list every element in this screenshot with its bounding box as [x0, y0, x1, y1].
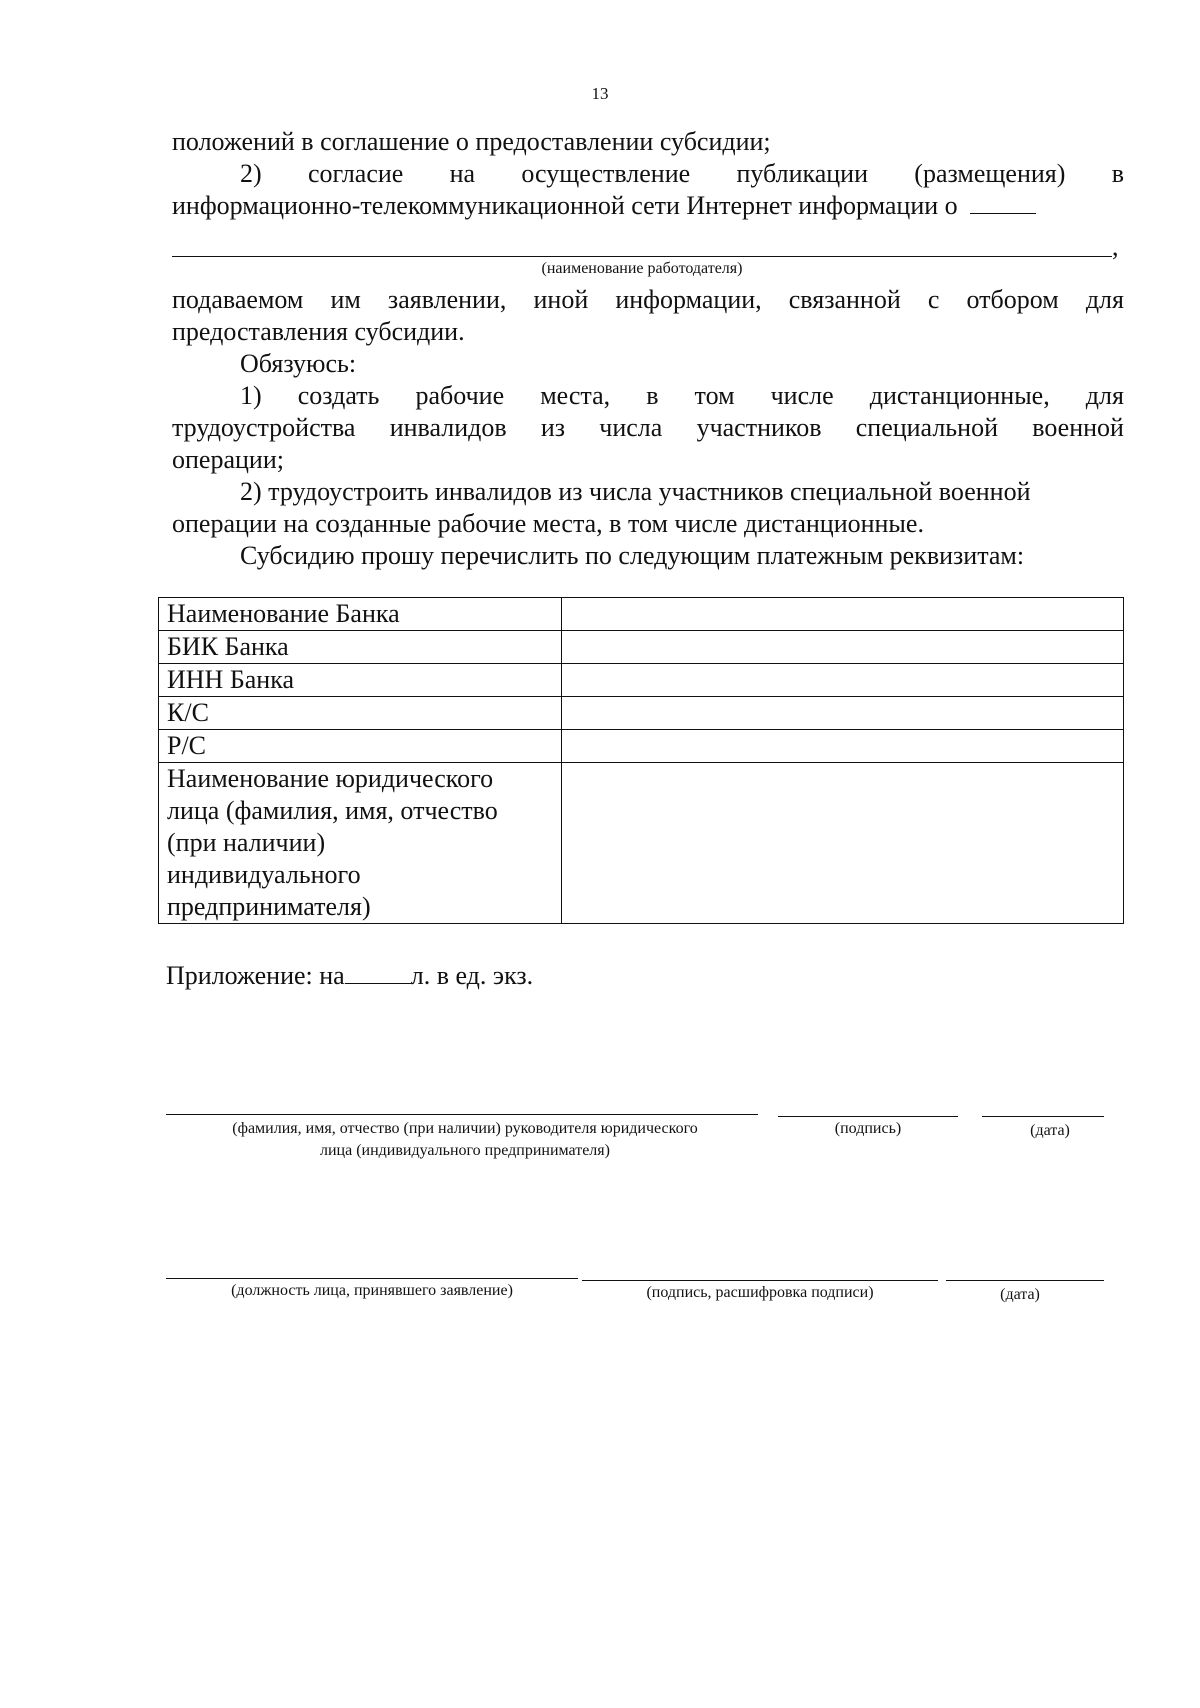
word: 1): [240, 381, 262, 410]
label-line: Наименование юридического: [167, 764, 494, 793]
word: с: [927, 285, 940, 314]
caption-line: лица (индивидуального предпринимателя): [320, 1142, 610, 1159]
label-line: предпринимателя): [167, 892, 371, 921]
consent-paragraph: [172, 284, 1124, 572]
word: рабочие: [415, 381, 505, 410]
table-cell-value[interactable]: [562, 730, 1124, 763]
caption-line: (фамилия, имя, отчество (при наличии) руководителя юридического: [232, 1120, 698, 1137]
word: для: [1085, 381, 1124, 410]
word: специальной: [855, 413, 998, 442]
obligation-heading: Обязуюсь:: [240, 349, 357, 378]
word: дистанционные,: [869, 381, 1050, 410]
requisites-table: [158, 597, 1124, 924]
table-row: [159, 631, 1124, 664]
table-cell-label: БИК Банка: [159, 631, 562, 664]
table-row: [159, 730, 1124, 763]
appendix-line: [166, 960, 1118, 992]
text-line-justified: [172, 412, 1124, 444]
receiver-position-caption: (должность лица, принявшего заявление): [231, 1282, 513, 1299]
word: числе: [770, 381, 834, 410]
word: военной: [1032, 413, 1124, 442]
appendix-prefix: Приложение: на: [166, 961, 345, 990]
table-cell-value[interactable]: [562, 664, 1124, 697]
word: осуществление: [521, 159, 691, 188]
word: связанной: [788, 285, 901, 314]
employer-name-field[interactable]: [172, 256, 1112, 257]
table-cell-label: Р/С: [159, 730, 562, 763]
word: подаваемом: [172, 285, 304, 314]
table-cell-label: ИНН Банка: [159, 664, 562, 697]
table-cell-value[interactable]: [562, 631, 1124, 664]
employer-caption: (наименование работодателя): [541, 260, 743, 277]
word: на: [449, 159, 476, 188]
text-line-justified: [172, 158, 1124, 190]
fill-in-blank[interactable]: [970, 191, 1036, 214]
comma: ,: [1112, 232, 1119, 261]
head-signature-line[interactable]: [778, 1116, 958, 1117]
word: 2): [240, 159, 262, 188]
word: информации,: [615, 285, 762, 314]
head-name-caption: [160, 1118, 770, 1162]
head-date-caption: (дата): [1030, 1122, 1070, 1139]
head-date-line[interactable]: [982, 1116, 1104, 1117]
table-cell-value[interactable]: [562, 697, 1124, 730]
appendix-pages-field[interactable]: [345, 961, 411, 984]
word: участников: [696, 413, 822, 442]
text-line: предоставления субсидии.: [172, 317, 465, 346]
text: информационно-телекоммуникационной сети Интернет информации о: [172, 191, 958, 220]
head-name-line[interactable]: [166, 1114, 758, 1115]
text-line-justified: [172, 380, 1124, 412]
head-signature-caption: (подпись): [834, 1120, 902, 1137]
table-row: [159, 763, 1124, 924]
word: места,: [540, 381, 611, 410]
table-row: [159, 598, 1124, 631]
table-row: [159, 664, 1124, 697]
word: согласие: [307, 159, 404, 188]
table-row: [159, 697, 1124, 730]
subsidy-request-line: Субсидию прошу перечислить по следующим платежным реквизитам:: [240, 541, 1025, 570]
intro-paragraph: [172, 126, 1124, 222]
receiver-date-line[interactable]: [946, 1280, 1104, 1281]
word: заявлении,: [387, 285, 507, 314]
word: инвалидов: [389, 413, 507, 442]
table-cell-label: [159, 763, 562, 924]
text-line: 2) трудоустроить инвалидов из числа участников специальной военной: [240, 477, 1031, 506]
text-line: операции на созданные рабочие места, в том числе дистанционные.: [172, 509, 924, 538]
label-line: (при наличии): [167, 828, 326, 857]
appendix-suffix: л. в ед. экз.: [410, 961, 534, 990]
page-number: 13: [591, 84, 609, 103]
word: том: [694, 381, 735, 410]
receiver-position-line[interactable]: [166, 1278, 578, 1279]
text-line: положений в соглашение о предоставлении субсидии;: [172, 127, 771, 156]
label-line: лица (фамилия, имя, отчество: [167, 796, 498, 825]
table-cell-label: К/С: [159, 697, 562, 730]
word: публикации: [736, 159, 869, 188]
word: из: [540, 413, 566, 442]
word: создать: [297, 381, 380, 410]
word: для: [1085, 285, 1124, 314]
receiver-date-caption: (дата): [1000, 1286, 1040, 1303]
text-line-justified: [172, 284, 1124, 316]
word: иной: [533, 285, 589, 314]
table-cell-label: Наименование Банка: [159, 598, 562, 631]
word: в: [1111, 159, 1124, 188]
word: числа: [599, 413, 663, 442]
table-cell-value[interactable]: [562, 763, 1124, 924]
text-line: операции;: [172, 445, 284, 474]
receiver-signature-line[interactable]: [582, 1280, 938, 1281]
word: им: [330, 285, 361, 314]
receiver-signature-caption: (подпись, расшифровка подписи): [646, 1284, 874, 1301]
word: трудоустройства: [172, 413, 356, 442]
word: отбором: [966, 285, 1059, 314]
word: в: [646, 381, 659, 410]
label-line: индивидуального: [167, 860, 361, 889]
word: (размещения): [914, 159, 1066, 188]
text-line: [172, 190, 1124, 222]
table-cell-value[interactable]: [562, 598, 1124, 631]
